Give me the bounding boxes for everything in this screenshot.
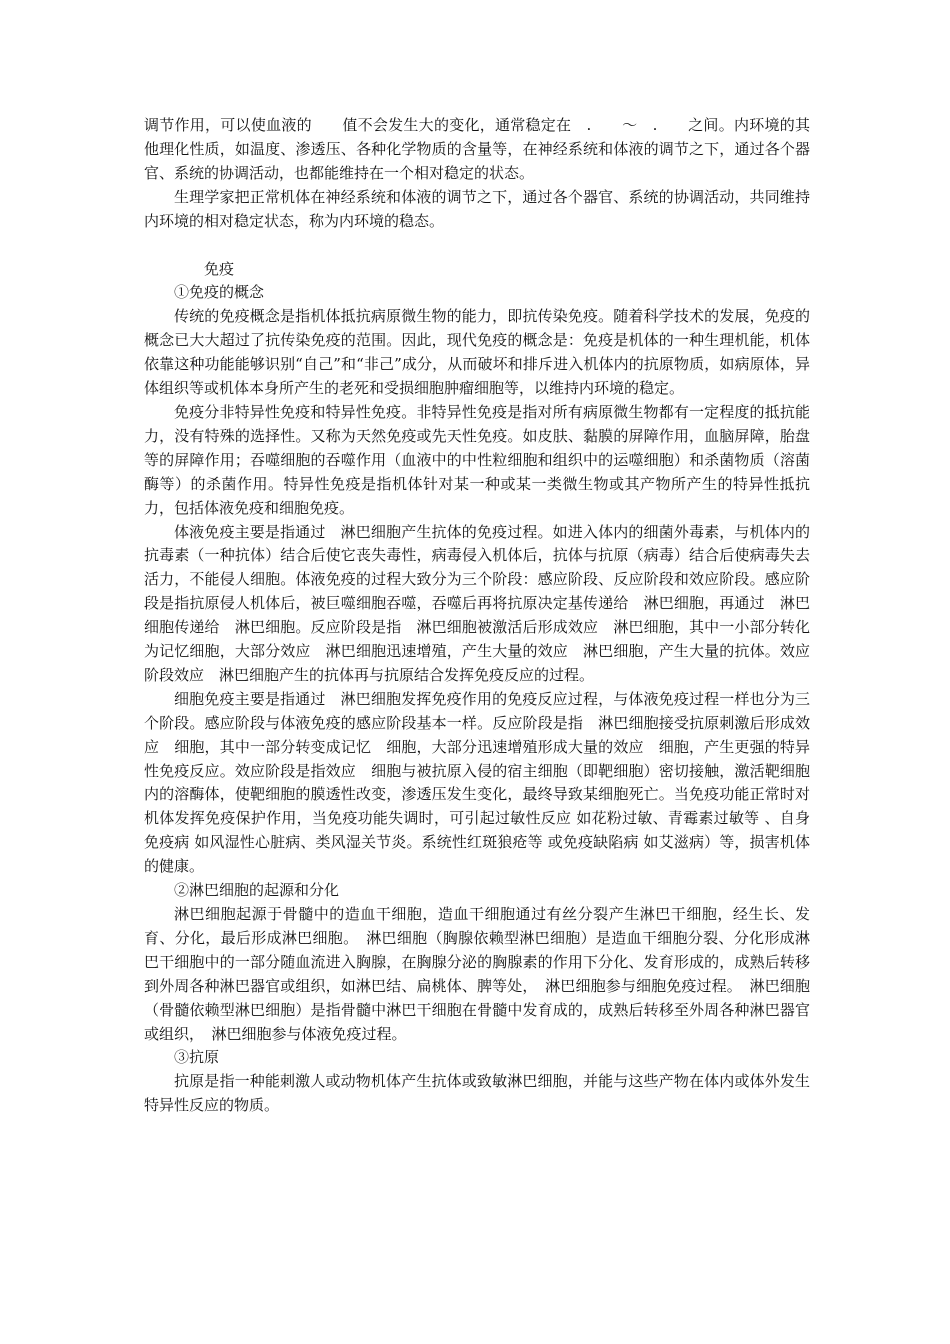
paragraph-immunity-concept: 传统的免疫概念是指机体抵抗病原微生物的能力，即抗传染免疫。随着科学技术的发展，免疫的概念已大大超过了抗传染免疫的范围。因此，现代免疫的概念是：免疫是机体的一种生理机能，机体依靠这种功能能够识别“自己”和“非己”成分，从而破坏和排斥进入机体内的抗原物质，如病原体，异体组织等或机体本身所产生的老死和受损细胞肿瘤细胞等，以维持内环境的稳定。: [144, 307, 810, 398]
subheading-antigen: ③抗原: [174, 1048, 220, 1067]
paragraph-humoral-immunity: 体液免疫主要是指通过 淋巴细胞产生抗体的免疫过程。如进入体内的细菌外毒素，与机体内的抗毒素（一种抗体）结合后使它丧失毒性，病毒侵入机体后，抗体与抗原（病毒）结合后使病毒失去活力，不能侵人细胞。体液免疫的过程大致分为三个阶段：感应阶段、反应阶段和效应阶段。感应阶段是指抗原侵人机体后，被巨噬细胞吞噬，吞噬后再将抗原决定基传递给 淋巴细胞，再通过 淋巴细胞传递给 淋巴细胞。反应阶段是指 淋巴细胞被激活后形成效应 淋巴细胞，其中一小部分转化为记忆细胞，大部分效应 淋巴细胞迅速增殖，产生大量的效应 淋巴细胞，产生大量的抗体。效应阶段效应 淋巴细胞产生的抗体再与抗原结合发挥免疫反应的过程。: [144, 522, 810, 684]
subheading-immunity-concept: ①免疫的概念: [174, 283, 265, 302]
paragraph-antigen: 抗原是指一种能刺激人或动物机体产生抗体或致敏淋巴细胞，并能与这些产物在体内或体外发生特异性反应的物质。: [144, 1072, 810, 1115]
paragraph-homeostasis-definition: 生理学家把正常机体在神经系统和体液的调节之下，通过各个器官、系统的协调活动，共同维持内环境的相对稳定状态，称为内环境的稳态。: [144, 187, 810, 230]
subheading-lymphocyte-origin: ②淋巴细胞的起源和分化: [174, 881, 340, 900]
paragraph-ph-regulation: 调节作用，可以使血液的 值不会发生大的变化，通常稳定在 . ～ . 之间。内环境的其他理化性质，如温度、渗透压、各种化学物质的含量等，在神经系统和体液的调节之下，通过各个器官、系统的协调活动，也都能维持在一个相对稳定的状态。: [144, 116, 810, 182]
paragraph-immunity-types: 免疫分非特异性免疫和特异性免疫。非特异性免疫是指对所有病原微生物都有一定程度的抵抗能力，没有特殊的选择性。又称为天然免疫或先天性免疫。如皮肤、黏膜的屏障作用，血脑屏障，胎盘等的屏障作用；吞噬细胞的吞噬作用（血液中的中性粒细胞和组织中的运噬细胞）和杀菌物质（溶菌酶等）的杀菌作用。特异性免疫是指机体针对某一种或某一类微生物或其产物所产生的特异性抵抗力，包括体液免疫和细胞免疫。: [144, 402, 810, 517]
paragraph-cellular-immunity: 细胞免疫主要是指通过 淋巴细胞发挥免疫作用的免疫反应过程，与体液免疫过程一样也分为三个阶段。感应阶段与体液免疫的感应阶段基本一样。反应阶段是指 淋巴细胞接受抗原刺激后形成效应 细胞，其中一部分转变成记忆 细胞，大部分迅速增殖形成大量的效应 细胞，产生更强的特异性免疫反应。效应阶段是指效应 细胞与被抗原入侵的宿主细胞（即靶细胞）密切接触，激活靶细胞内的溶酶体，使靶细胞的膜透性改变，渗透压发生变化，最终导致某细胞死亡。当免疫功能正常时对机体发挥免疫保护作用，当免疫功能失调时，可引起过敏性反应 如花粉过敏、青霉素过敏等 、自身免疫病 如风湿性心脏病、类风湿关节炎。系统性红斑狼疮等 或免疫缺陷病 如艾滋病）等，损害机体的健康。: [144, 689, 810, 876]
paragraph-lymphocyte-origin: 淋巴细胞起源于骨髓中的造血干细胞，造血干细胞通过有丝分裂产生淋巴干细胞，经生长、发育、分化，最后形成淋巴细胞。 淋巴细胞（胸腺依赖型淋巴细胞）是造血干细胞分裂、分化形成淋巴干细胞中的一部分随血流进入胸腺，在胸腺分泌的胸腺素的作用下分化、发育形成的，成熟后转移到外周各种淋巴器官或组织，如淋巴结、扁桃体、脾等处， 淋巴细胞参与细胞免疫过程。 淋巴细胞（骨髓依赖型淋巴细胞）是指骨髓中淋巴干细胞在骨髓中发育成的，成熟后转移至外周各种淋巴器官或组织， 淋巴细胞参与体液免疫过程。: [144, 905, 810, 1043]
section-title-immunity: 免疫: [204, 259, 235, 278]
document-body: [144, 114, 810, 1118]
